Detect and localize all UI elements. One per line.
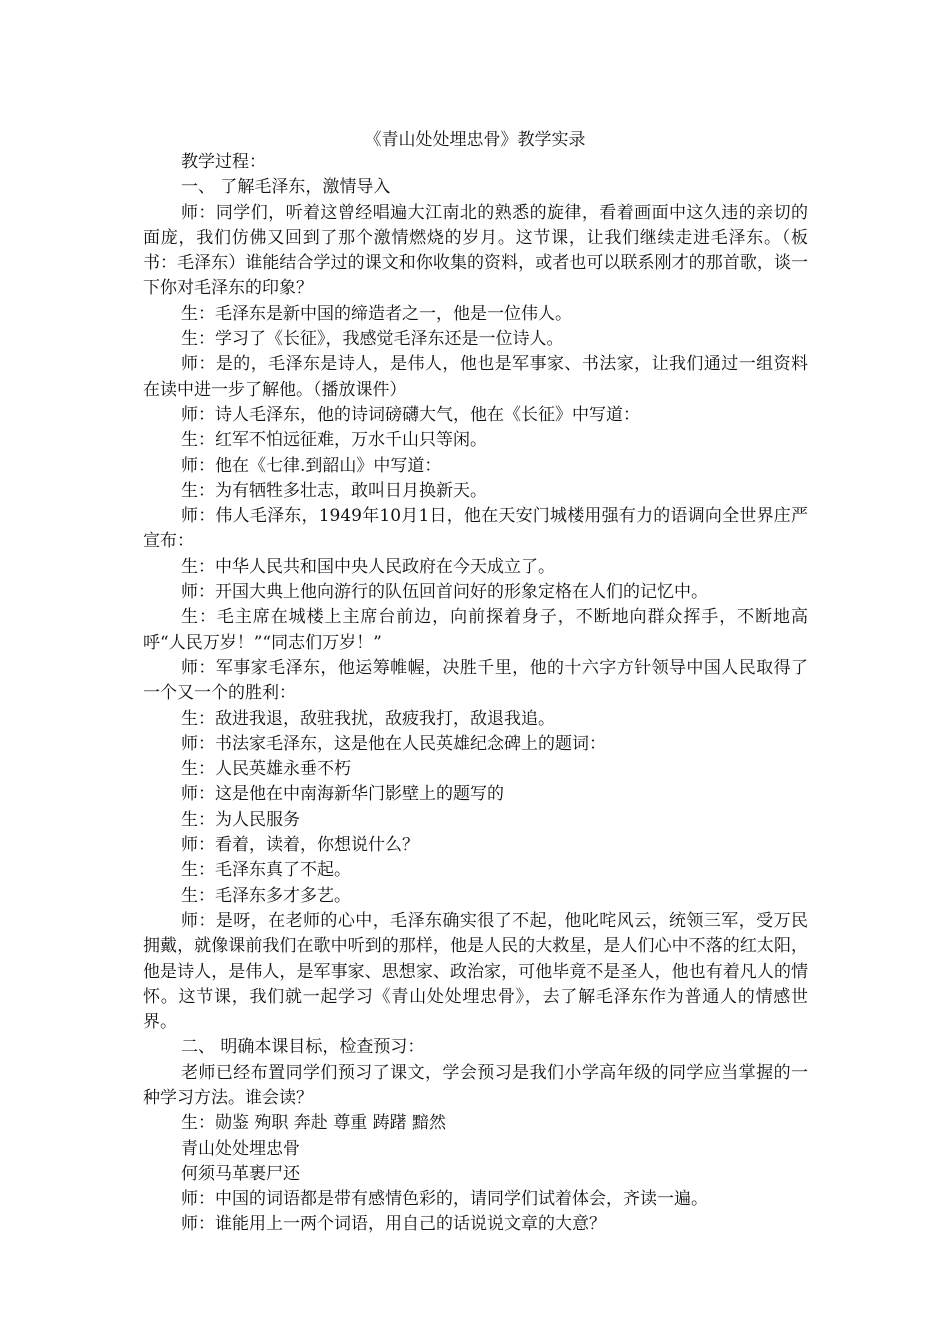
section-heading: 二、 明确本课目标，检查预习： [181, 1037, 425, 1058]
dialogue-line: 生：毛泽东多才多艺。 [181, 885, 351, 906]
poem-line: 青山处处埋忠骨 [181, 1138, 300, 1159]
dialogue-line: 师：书法家毛泽东，这是他在人民英雄纪念碑上的题词： [181, 733, 606, 754]
document-body [143, 150, 808, 1238]
dialogue-line: 师：同学们，听着这曾经唱遍大江南北的熟悉的旋律，看着画面中这久违的亲切的面庞，我们仿佛又回到了那个激情燃烧的岁月。这节课，让我们继续走进毛泽东。（板书：毛泽东）谁能结合学过的课文和你收集的资料，或者也可以联系刚才的那首歌，谈一下你对毛泽东的印象？ [143, 202, 808, 299]
dialogue-line: 师：中国的词语都是带有感情色彩的，请同学们试着体会，齐读一遍。 [181, 1189, 708, 1210]
dialogue-line: 师：他在《七律.到韶山》中写道： [181, 455, 442, 476]
section-heading: 一、 了解毛泽东，激情导入 [181, 177, 391, 198]
document-title: 《青山处处埋忠骨》教学实录 [364, 130, 586, 150]
dialogue-line: 师：诗人毛泽东，他的诗词磅礴大气，他在《长征》中写道： [181, 404, 640, 425]
dialogue-line: 生：人民英雄永垂不朽 [181, 759, 351, 780]
dialogue-line: 师：伟人毛泽东，1949年10月1日，他在天安门城楼用强有力的语调向全世界庄严宣布： [143, 506, 808, 552]
dialogue-line: 师：军事家毛泽东，他运筹帷幄，决胜千里，他的十六字方针领导中国人民取得了一个又一个的胜利： [143, 657, 808, 704]
dialogue-line: 生：勋鉴 殉职 奔赴 尊重 踌躇 黯然 [181, 1113, 447, 1134]
dialogue-line: 生：毛泽东真了不起。 [181, 860, 351, 881]
dialogue-line: 师：开国大典上他向游行的队伍回首问好的形象定格在人们的记忆中。 [181, 582, 708, 603]
dialogue-line: 生：为有牺牲多壮志，敢叫日月换新天。 [181, 480, 487, 501]
dialogue-line: 生：为人民服务 [181, 809, 300, 830]
dialogue-line: 生：中华人民共和国中央人民政府在今天成立了。 [181, 556, 555, 577]
dialogue-line: 生：红军不怕远征难，万水千山只等闲。 [181, 430, 487, 451]
section-label: 教学过程： [181, 152, 266, 172]
body-paragraph: 老师已经布置同学们预习了课文，学会预习是我们小学高年级的同学应当掌握的一种学习方法。谁会读？ [143, 1062, 808, 1108]
dialogue-line: 师：这是他在中南海新华门影壁上的题写的 [181, 784, 504, 805]
dialogue-line: 生：毛主席在城楼上主席台前边，向前探着身子，不断地向群众挥手，不断地高呼“人民万岁！”“同志们万岁！” [143, 607, 808, 653]
dialogue-line: 生：毛泽东是新中国的缔造者之一，他是一位伟人。 [181, 303, 572, 324]
dialogue-line: 生：敌进我退，敌驻我扰，敌疲我打，敌退我追。 [181, 708, 555, 729]
poem-line: 何须马革裹尸还 [181, 1163, 300, 1184]
dialogue-line: 师：是呀，在老师的心中，毛泽东确实很了不起，他叱咤风云，统领三军，受万民拥戴，就像课前我们在歌中听到的那样，他是人民的大救星，是人们心中不落的红太阳，他是诗人，是伟人，是军事家、思想家、政治家，可他毕竟不是圣人，他也有着凡人的情怀。这节课，我们就一起学习《青山处处埋忠骨》，去了解毛泽东作为普通人的情感世界。 [143, 910, 808, 1033]
dialogue-line: 生：学习了《长征》，我感觉毛泽东还是一位诗人。 [181, 329, 564, 350]
dialogue-line: 师：看着，读着，你想说什么？ [181, 835, 419, 856]
dialogue-line: 师：是的，毛泽东是诗人，是伟人，他也是军事家、书法家，让我们通过一组资料在读中进一步了解他。（播放课件） [143, 354, 808, 400]
dialogue-line: 师：谁能用上一两个词语，用自己的话说说文章的大意？ [181, 1214, 606, 1235]
